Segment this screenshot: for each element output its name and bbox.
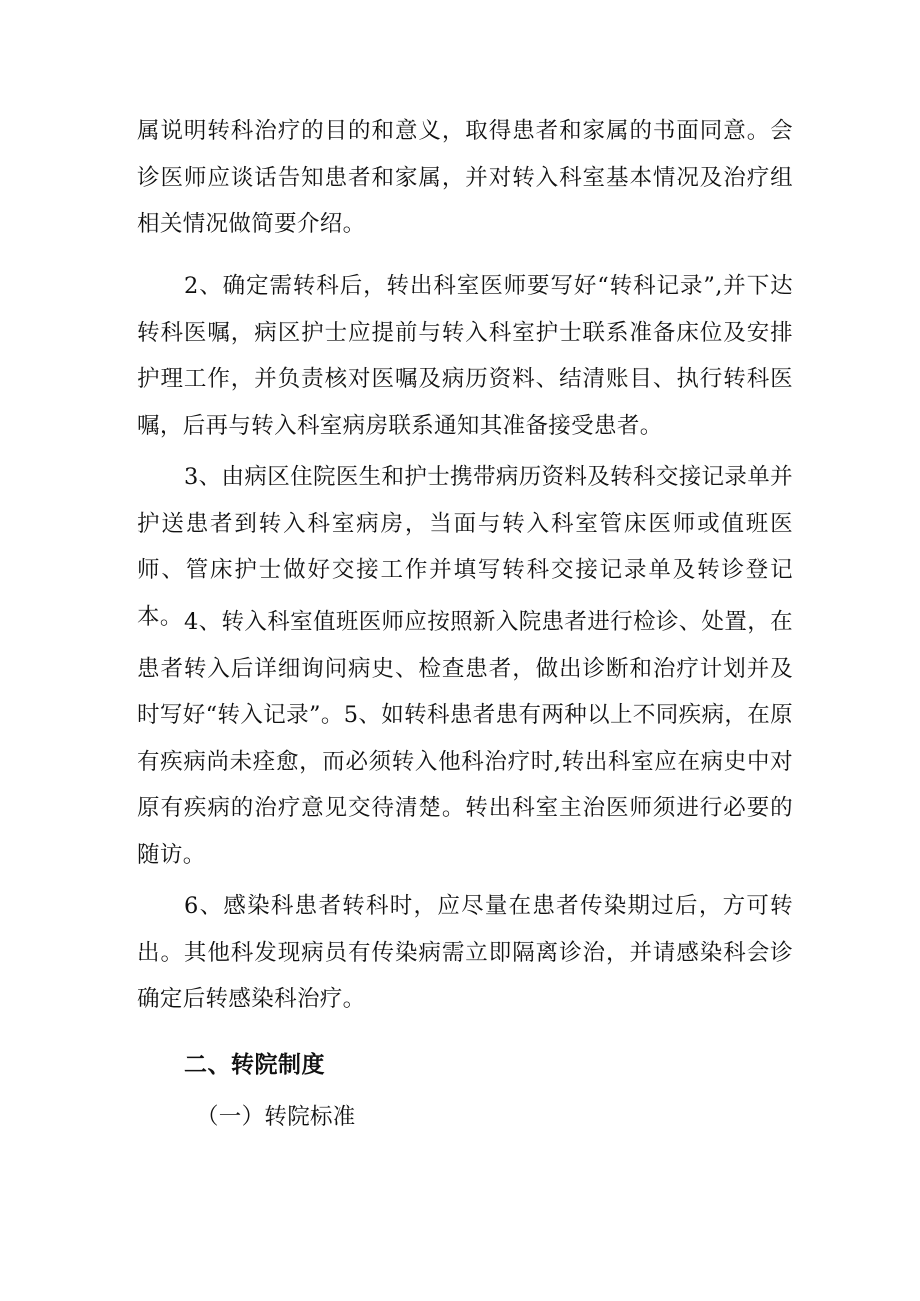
subsection-heading: （一）转院标准 — [196, 1104, 356, 1130]
paragraph-item-3: 3、由病区住院医生和护士携带病历资料及转科交接记录单并护送患者到转入科室病房，当面与转入科室管床医师或值班医师、管床护士做好交接工作并填写转科交接记录单及转诊登记本。 — [137, 464, 793, 630]
section-heading: 二、转院制度 — [184, 1052, 325, 1078]
paragraph-item-4-5: 4、转入科室值班医师应按照新入院患者进行检诊、处置，在患者转入后详细询问病史、检查患者，做出诊断和治疗计划并及时写好“转入记录”。5、如转科患者患有两种以上不同疾病，在原有疾病尚未痊愈，而必须转入他科治疗时,转出科室应在病史中对原有疾病的治疗意见交待清楚。转出科室主治医师须进行必要的随访。 — [137, 609, 793, 868]
paragraph-item-2: 2、确定需转科后，转出科室医师要写好“转科记录”,并下达转科医嘱，病区护士应提前与转入科室护士联系准备床位及安排护理工作，并负责核对医嘱及病历资料、结清账目、执行转科医嘱，后再与转入科室病房联系通知其准备接受患者。 — [137, 273, 793, 439]
paragraph-continuation: 属说明转科治疗的目的和意义，取得患者和家属的书面同意。会诊医师应谈话告知患者和家属，并对转入科室基本情况及治疗组相关情况做简要介绍。 — [137, 118, 793, 237]
paragraph-item-6: 6、感染科患者转科时，应尽量在患者传染期过后，方可转出。其他科发现病员有传染病需立即隔离诊治，并请感染科会诊确定后转感染科治疗。 — [137, 893, 793, 1012]
